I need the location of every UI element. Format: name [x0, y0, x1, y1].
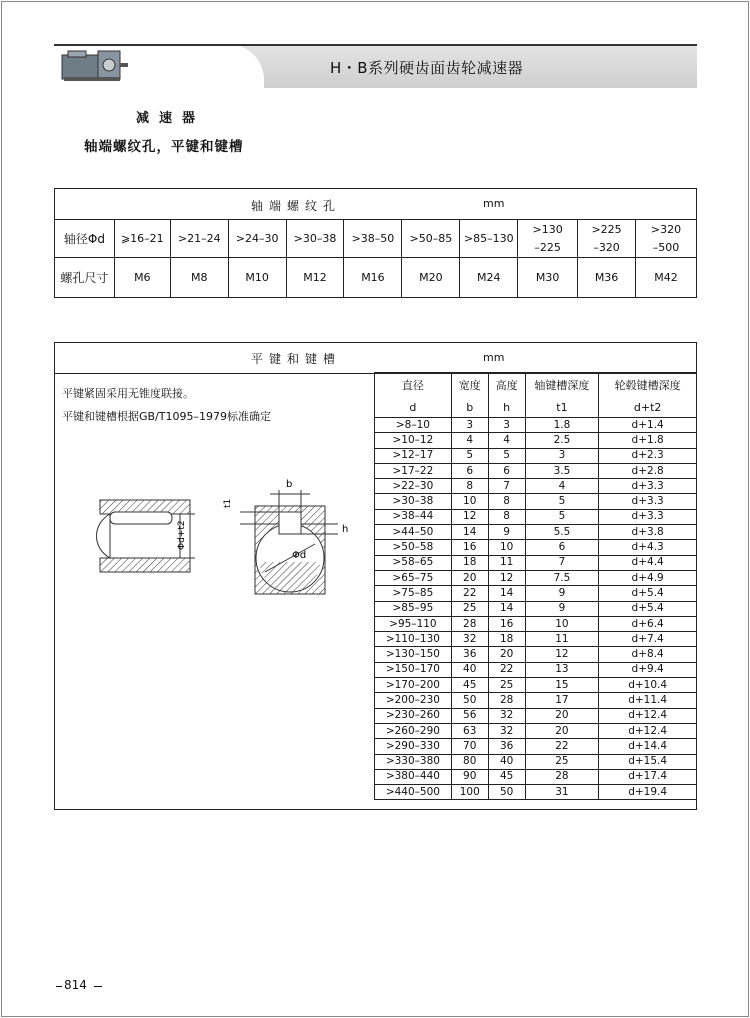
diameter-range-end: –500 — [652, 240, 680, 254]
key-cell: d+3.3 — [599, 479, 697, 494]
key-section — [279, 512, 301, 534]
key-cell: d+4.3 — [599, 540, 697, 555]
thread-size-cell: M16 — [344, 258, 402, 298]
diameter-cell — [518, 220, 578, 258]
key-cell: 31 — [525, 785, 599, 800]
thread-size-cell: M20 — [402, 258, 460, 298]
key-cell: 20 — [525, 723, 599, 738]
table-row — [375, 693, 697, 708]
key-cell: 7 — [488, 479, 525, 494]
diameter-range: >225 — [591, 222, 622, 236]
key-cell: >260–290 — [375, 723, 452, 738]
diameter-range: >130 — [532, 222, 563, 236]
key-cell: d+5.4 — [599, 586, 697, 601]
key-cell: d+4.4 — [599, 555, 697, 570]
key-cell: 32 — [488, 723, 525, 738]
header-title: H・B系列硬齿面齿轮减速器 — [330, 59, 524, 77]
table-row — [375, 433, 697, 448]
key-cell: d+3.3 — [599, 509, 697, 524]
key-cell: 5 — [451, 448, 488, 463]
key-cell: >130–150 — [375, 647, 452, 662]
key-col-symbol: d+t2 — [599, 397, 697, 418]
label-phid: Φd — [292, 550, 307, 561]
table-row — [375, 525, 697, 540]
key-cell: 1.8 — [525, 418, 599, 433]
key-cell: 3 — [451, 418, 488, 433]
key-cell: 45 — [451, 678, 488, 693]
key-cell: >170–200 — [375, 678, 452, 693]
table-row — [375, 555, 697, 570]
key-cell: >440–500 — [375, 785, 452, 800]
key-cell: d+14.4 — [599, 739, 697, 754]
table-row — [375, 723, 697, 738]
diameter-cell — [578, 220, 636, 258]
key-cell: d+3.3 — [599, 494, 697, 509]
key-cell: >290–330 — [375, 739, 452, 754]
key-cell: 17 — [525, 693, 599, 708]
key-cell: 10 — [488, 540, 525, 555]
diameter-cell — [402, 220, 460, 258]
key-cell: 50 — [488, 785, 525, 800]
thread-table-unit: mm — [483, 197, 505, 210]
key-cell: 6 — [451, 463, 488, 478]
key-cell: 12 — [451, 509, 488, 524]
hub-lower — [100, 558, 190, 572]
key-col-header: 轴键槽深度 — [525, 373, 599, 398]
key-cell: 100 — [451, 785, 488, 800]
diameter-range: >50–85 — [409, 231, 453, 245]
key-cell: d+12.4 — [599, 708, 697, 723]
key-cell: >200–230 — [375, 693, 452, 708]
key-cell: 9 — [525, 601, 599, 616]
key-col-header: 直径 — [375, 373, 452, 398]
key-cell: 15 — [525, 678, 599, 693]
key-cell: 5 — [525, 509, 599, 524]
key-cell: d+9.4 — [599, 662, 697, 677]
diameter-cell — [286, 220, 344, 258]
page-number: 814 — [64, 978, 87, 992]
key-cell: 18 — [451, 555, 488, 570]
key-cell: 5.5 — [525, 525, 599, 540]
key-cell: d+1.4 — [599, 418, 697, 433]
diameter-range: >85–130 — [463, 231, 514, 245]
thread-size-cell: M36 — [578, 258, 636, 298]
table-row — [375, 509, 697, 524]
diameter-cell — [636, 220, 697, 258]
label-h: h — [342, 524, 349, 535]
thread-size-cell: M30 — [518, 258, 578, 298]
key-col-header: 宽度 — [451, 373, 488, 398]
key-cell: 8 — [488, 509, 525, 524]
key-note-2: 平键和键槽根据GB/T1095–1979标准确定 — [62, 410, 271, 423]
key-cell: 25 — [451, 601, 488, 616]
key-cell: 4 — [488, 433, 525, 448]
key-col-symbol: h — [488, 397, 525, 418]
key-cell: 36 — [451, 647, 488, 662]
key-cell: >150–170 — [375, 662, 452, 677]
key-table-title: 平键和键槽 — [251, 352, 342, 366]
table-row — [375, 785, 697, 800]
key-cell: 12 — [488, 570, 525, 585]
key-cell: 3 — [488, 418, 525, 433]
key-table-header — [55, 343, 696, 374]
table-row — [375, 632, 697, 647]
table-row — [375, 418, 697, 433]
key-cell: d+19.4 — [599, 785, 697, 800]
key-cell: >10–12 — [375, 433, 452, 448]
key-cell: 40 — [488, 754, 525, 769]
key-cell: 12 — [525, 647, 599, 662]
diameter-range: >24–30 — [235, 231, 279, 245]
diameter-range: ⩾16–21 — [120, 231, 164, 245]
table-row — [375, 662, 697, 677]
key-cell: 2.5 — [525, 433, 599, 448]
row-label-diameter: 轴径Φd — [55, 220, 115, 258]
table-row — [375, 494, 697, 509]
table-row — [375, 708, 697, 723]
key-cell: >95–110 — [375, 616, 452, 631]
thread-size-cell: M24 — [460, 258, 518, 298]
table-row — [375, 678, 697, 693]
key-cell: 25 — [488, 678, 525, 693]
key-cell: >22–30 — [375, 479, 452, 494]
key-cell: 10 — [525, 616, 599, 631]
key-cell: d+5.4 — [599, 601, 697, 616]
key-cell: 18 — [488, 632, 525, 647]
key-cell: 28 — [488, 693, 525, 708]
thread-size-cell: M10 — [228, 258, 286, 298]
key-note-1: 平键紧固采用无锥度联接。 — [62, 387, 194, 400]
key-cell: 22 — [488, 662, 525, 677]
key-cell: 3.5 — [525, 463, 599, 478]
table-row — [375, 647, 697, 662]
key-col-header: 轮毂键槽深度 — [599, 373, 697, 398]
key-cell: 11 — [525, 632, 599, 647]
key-cell: 63 — [451, 723, 488, 738]
key-cell: d+2.8 — [599, 463, 697, 478]
gearbox-logo-icon — [60, 47, 130, 83]
row-label-thread: 螺孔尺寸 — [55, 258, 115, 298]
key-cell: d+2.3 — [599, 448, 697, 463]
key-cell: 13 — [525, 662, 599, 677]
key-cell: >85–95 — [375, 601, 452, 616]
key-cell: 14 — [451, 525, 488, 540]
key-cell: 25 — [525, 754, 599, 769]
label-phid-t2: Φd+t2 — [177, 520, 187, 550]
diameter-cell — [228, 220, 286, 258]
key-cell: >30–38 — [375, 494, 452, 509]
key-cell: 32 — [488, 708, 525, 723]
key-cell: 32 — [451, 632, 488, 647]
key-cell: >44–50 — [375, 525, 452, 540]
key-cell: 40 — [451, 662, 488, 677]
key-cell: 6 — [488, 463, 525, 478]
key-dimension-table — [374, 372, 697, 800]
label-b: b — [286, 479, 293, 490]
diameter-range-end: –320 — [593, 240, 620, 254]
thread-size-cell: M12 — [286, 258, 344, 298]
diameter-cell — [344, 220, 402, 258]
key-cell: >75–85 — [375, 586, 452, 601]
page-number-dash-right — [94, 986, 102, 987]
key-col-symbol: d — [375, 397, 452, 418]
key-cell: 6 — [525, 540, 599, 555]
key-cell: 9 — [488, 525, 525, 540]
key-cell: d+3.8 — [599, 525, 697, 540]
key-cell: 4 — [525, 479, 599, 494]
key-cell: 28 — [451, 616, 488, 631]
key-cell: 11 — [488, 555, 525, 570]
table-row — [375, 570, 697, 585]
key-cell: d+11.4 — [599, 693, 697, 708]
key-cell: d+1.8 — [599, 433, 697, 448]
page-number-dash-left — [56, 986, 62, 987]
key-cell: d+8.4 — [599, 647, 697, 662]
key-cell: >50–58 — [375, 540, 452, 555]
thread-size-cell: M42 — [636, 258, 697, 298]
key-cell: 36 — [488, 739, 525, 754]
table-row — [375, 739, 697, 754]
key-cell: 9 — [525, 586, 599, 601]
table-row — [375, 601, 697, 616]
key-cell: >230–260 — [375, 708, 452, 723]
table-row — [375, 616, 697, 631]
key-cell: 16 — [451, 540, 488, 555]
table-row — [375, 540, 697, 555]
key-cell: >110–130 — [375, 632, 452, 647]
key-cell: 5 — [488, 448, 525, 463]
table-row — [375, 769, 697, 784]
key-cell: 16 — [488, 616, 525, 631]
table-row — [375, 479, 697, 494]
key-cell: >8–10 — [375, 418, 452, 433]
key-cell: 90 — [451, 769, 488, 784]
thread-table-header — [55, 189, 697, 220]
key-cell: 7 — [525, 555, 599, 570]
key-cell: 10 — [451, 494, 488, 509]
key-cell: d+10.4 — [599, 678, 697, 693]
key-cell: d+15.4 — [599, 754, 697, 769]
key-cell: 45 — [488, 769, 525, 784]
key-cell: >330–380 — [375, 754, 452, 769]
key-cell: 20 — [451, 570, 488, 585]
table-row — [375, 448, 697, 463]
key-cell: 22 — [451, 586, 488, 601]
diameter-range: >30–38 — [293, 231, 337, 245]
key-cell: 22 — [525, 739, 599, 754]
key-cell: 8 — [451, 479, 488, 494]
key-cell: 8 — [488, 494, 525, 509]
key-cell: >380–440 — [375, 769, 452, 784]
key-cell: 70 — [451, 739, 488, 754]
key-cell: 7.5 — [525, 570, 599, 585]
table-row — [375, 463, 697, 478]
diameter-cell — [114, 220, 170, 258]
diameter-range: >38–50 — [351, 231, 395, 245]
thread-table — [54, 188, 697, 298]
keyway-drawing — [80, 472, 360, 602]
key-cell: 4 — [451, 433, 488, 448]
key-col-header: 高度 — [488, 373, 525, 398]
key-cell: >17–22 — [375, 463, 452, 478]
key-cell: 56 — [451, 708, 488, 723]
key-cell: d+12.4 — [599, 723, 697, 738]
key-cell: d+7.4 — [599, 632, 697, 647]
diameter-range: >320 — [650, 222, 682, 236]
diameter-cell — [170, 220, 228, 258]
thread-size-cell: M8 — [170, 258, 228, 298]
diameter-range-end: –225 — [534, 240, 561, 254]
thread-table-title: 轴端螺纹孔 — [251, 199, 342, 213]
key-cell: 28 — [525, 769, 599, 784]
section-title: 减速器 — [136, 111, 206, 126]
section-subtitle: 轴端螺纹孔，平键和键槽 — [84, 139, 244, 155]
key-side — [110, 512, 172, 524]
key-col-symbol: b — [451, 397, 488, 418]
key-cell: d+17.4 — [599, 769, 697, 784]
key-cell: >58–65 — [375, 555, 452, 570]
table-row — [375, 754, 697, 769]
key-col-symbol: t1 — [525, 397, 599, 418]
key-cell: d+4.9 — [599, 570, 697, 585]
key-table-unit: mm — [483, 351, 505, 364]
table-row — [375, 586, 697, 601]
key-cell: >65–75 — [375, 570, 452, 585]
key-cell: >38–44 — [375, 509, 452, 524]
key-cell: 14 — [488, 586, 525, 601]
diameter-range: >21–24 — [177, 231, 221, 245]
key-cell: 80 — [451, 754, 488, 769]
thread-size-cell: M6 — [114, 258, 170, 298]
key-cell: 5 — [525, 494, 599, 509]
key-cell: 20 — [525, 708, 599, 723]
header-rule — [54, 44, 697, 46]
key-cell: 50 — [451, 693, 488, 708]
label-t1: t1 — [223, 498, 233, 508]
diameter-cell — [460, 220, 518, 258]
key-cell: 3 — [525, 448, 599, 463]
key-cell: d+6.4 — [599, 616, 697, 631]
key-cell: 14 — [488, 601, 525, 616]
key-cell: 20 — [488, 647, 525, 662]
key-cell: >12–17 — [375, 448, 452, 463]
